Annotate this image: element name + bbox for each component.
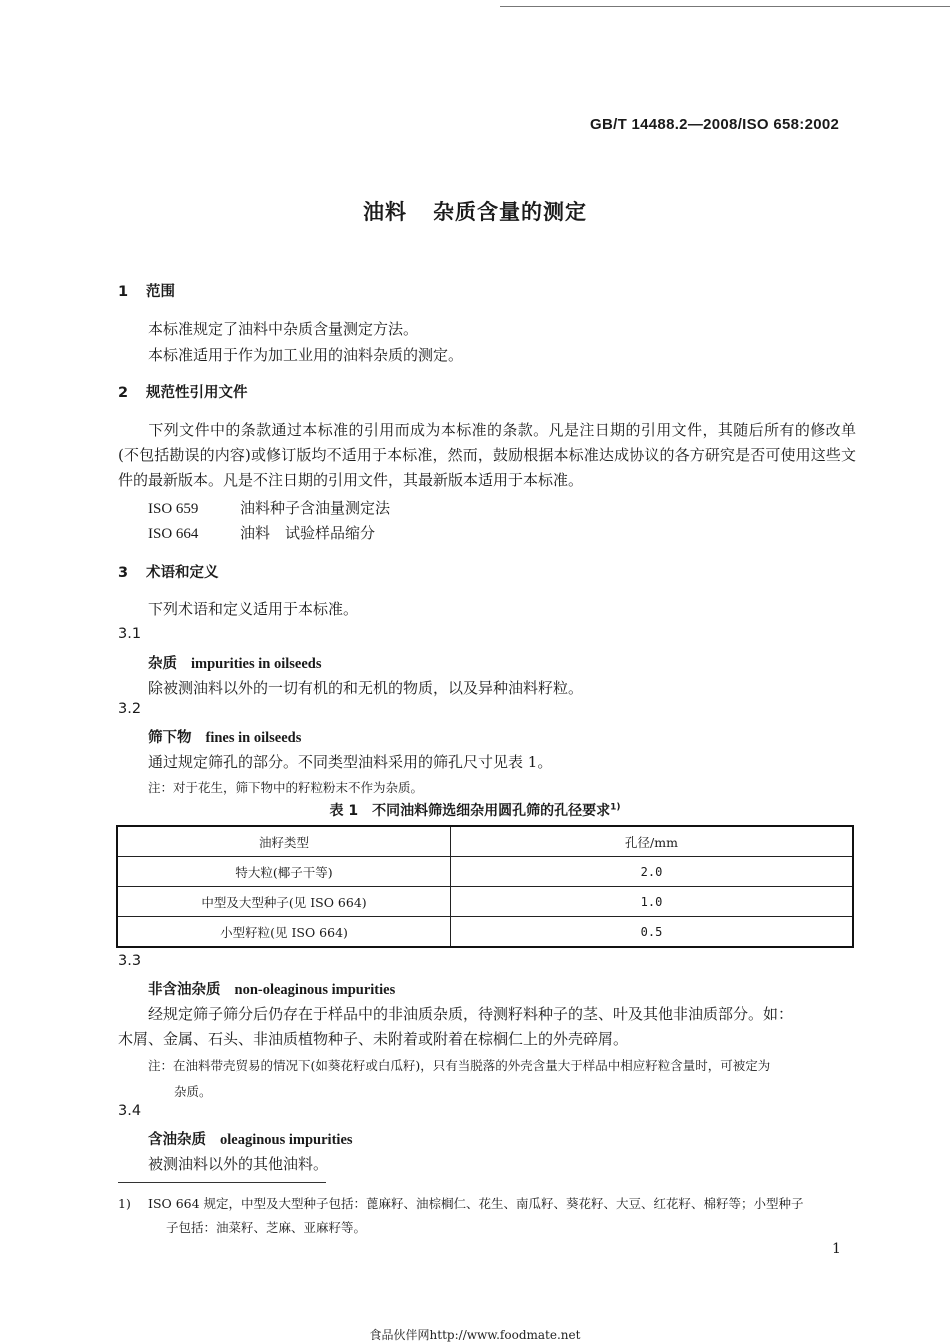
title-part-2: 杂质含量的测定 [433, 200, 587, 224]
term-zh: 含油杂质 [148, 1132, 206, 1148]
reference-code: ISO 659 [148, 501, 199, 517]
table-row [117, 887, 853, 917]
reference-iso-659 [148, 497, 390, 518]
cell-seed-type: 特大粒(椰子干等) [117, 857, 451, 887]
section-number: 3 [118, 565, 129, 581]
term-3-1-definition: 除被测油料以外的一切有机的和无机的物质，以及异种油料籽粒。 [148, 679, 584, 697]
section-2-heading [118, 381, 248, 402]
term-3-3-note-line-1: 注：在油料带壳贸易的情况下(如葵花籽或白瓜籽)，只有当脱落的外壳含量大于样品中相应籽粒含量时，可被定为 [148, 1058, 771, 1073]
table-1 [116, 825, 854, 948]
term-3-4-definition: 被测油料以外的其他油料。 [148, 1155, 329, 1173]
term-zh: 非含油杂质 [148, 982, 221, 998]
footer-watermark: 食品伙伴网http://www.foodmate.net [369, 1328, 581, 1342]
term-3-1-number: 3.1 [118, 626, 142, 642]
section-1-heading [118, 280, 175, 301]
term-3-3-definition-line-1: 经规定筛子筛分后仍存在于样品中的非油质杂质，待测籽料种子的茎、叶及其他非油质部分。如： [148, 1005, 794, 1023]
standard-number: GB/T 14488.2—2008/ISO 658:2002 [590, 116, 840, 133]
section-number: 1 [118, 284, 129, 300]
section-1-line-1: 本标准规定了油料中杂质含量测定方法。 [148, 320, 419, 338]
footnote-mark: 1) [118, 1196, 131, 1211]
table-row [117, 857, 853, 887]
section-2-paragraph-text: 下列文件中的条款通过本标准的引用而成为本标准的条款。凡是注日期的引用文件，其随后所有的修改单(不包括勘误的内容)或修订版均不适用于本标准，然而，鼓励根据本标准达成协议的各方研究是否可使用这些文件的最新版本。凡是不注日期的引用文件，其最新版本适用于本标准。 [118, 421, 856, 489]
section-3-intro: 下列术语和定义适用于本标准。 [148, 600, 359, 618]
footnote-line-1: ISO 664 规定，中型及大型种子包括：蓖麻籽、油棕榈仁、花生、南瓜籽、葵花籽、大豆、红花籽、棉籽等；小型种子 [148, 1196, 804, 1211]
term-3-4-number: 3.4 [118, 1103, 142, 1119]
term-3-3-definition-line-2: 木屑、金属、石头、非油质植物种子、未附着或附着在棕榈仁上的外壳碎屑。 [118, 1030, 629, 1048]
term-3-2-title [148, 726, 301, 747]
column-header-seed-type: 油籽类型 [117, 826, 451, 857]
cell-hole-size: 2.0 [451, 857, 854, 887]
term-zh: 杂质 [148, 656, 177, 672]
term-en: impurities in oilseeds [191, 656, 322, 672]
cell-hole-size: 0.5 [451, 917, 854, 948]
section-title: 术语和定义 [146, 565, 219, 581]
reference-iso-664 [148, 522, 375, 543]
cell-seed-type: 中型及大型种子(见 ISO 664) [117, 887, 451, 917]
term-en: fines in oilseeds [205, 730, 302, 746]
table-caption-footnote-mark: 1) [610, 802, 621, 813]
document-title [0, 196, 950, 226]
term-3-3-title [148, 978, 395, 999]
section-3-heading [118, 561, 219, 582]
table-1-caption [0, 800, 950, 820]
reference-title: 油料种子含油量测定法 [240, 499, 391, 517]
section-title: 范围 [146, 284, 175, 300]
reference-code: ISO 664 [148, 526, 199, 542]
term-3-4-title [148, 1128, 353, 1149]
cell-hole-size: 1.0 [451, 887, 854, 917]
table-row [117, 917, 853, 948]
section-2-paragraph [118, 418, 856, 493]
column-header-hole-size: 孔径/mm [451, 826, 854, 857]
section-number: 2 [118, 385, 129, 401]
section-1-line-2: 本标准适用于作为加工业用的油料杂质的测定。 [148, 346, 464, 364]
reference-title: 油料 试验样品缩分 [240, 524, 376, 542]
top-rule [500, 6, 950, 7]
cell-seed-type: 小型籽粒(见 ISO 664) [117, 917, 451, 948]
term-3-2-number: 3.2 [118, 701, 142, 717]
term-en: non-oleaginous impurities [234, 982, 396, 998]
table-caption-text: 表 1 不同油料筛选细杂用圆孔筛的孔径要求 [329, 803, 611, 819]
term-3-2-note: 注：对于花生，筛下物中的籽粒粉末不作为杂质。 [148, 780, 424, 795]
term-3-1-title [148, 652, 322, 673]
term-3-2-definition: 通过规定筛孔的部分。不同类型油料采用的筛孔尺寸见表 1。 [148, 753, 553, 771]
term-3-3-note-line-2: 杂质。 [174, 1084, 212, 1099]
title-part-1: 油料 [363, 200, 407, 224]
term-zh: 筛下物 [148, 730, 192, 746]
footnote [118, 1192, 858, 1240]
footnote-rule [118, 1182, 326, 1183]
table-header-row [117, 826, 853, 857]
term-3-3-number: 3.3 [118, 953, 142, 969]
term-en: oleaginous impurities [220, 1132, 353, 1148]
section-title: 规范性引用文件 [146, 385, 248, 401]
page-number: 1 [832, 1241, 841, 1257]
footnote-line-2: 子包括：油菜籽、芝麻、亚麻籽等。 [166, 1220, 367, 1235]
